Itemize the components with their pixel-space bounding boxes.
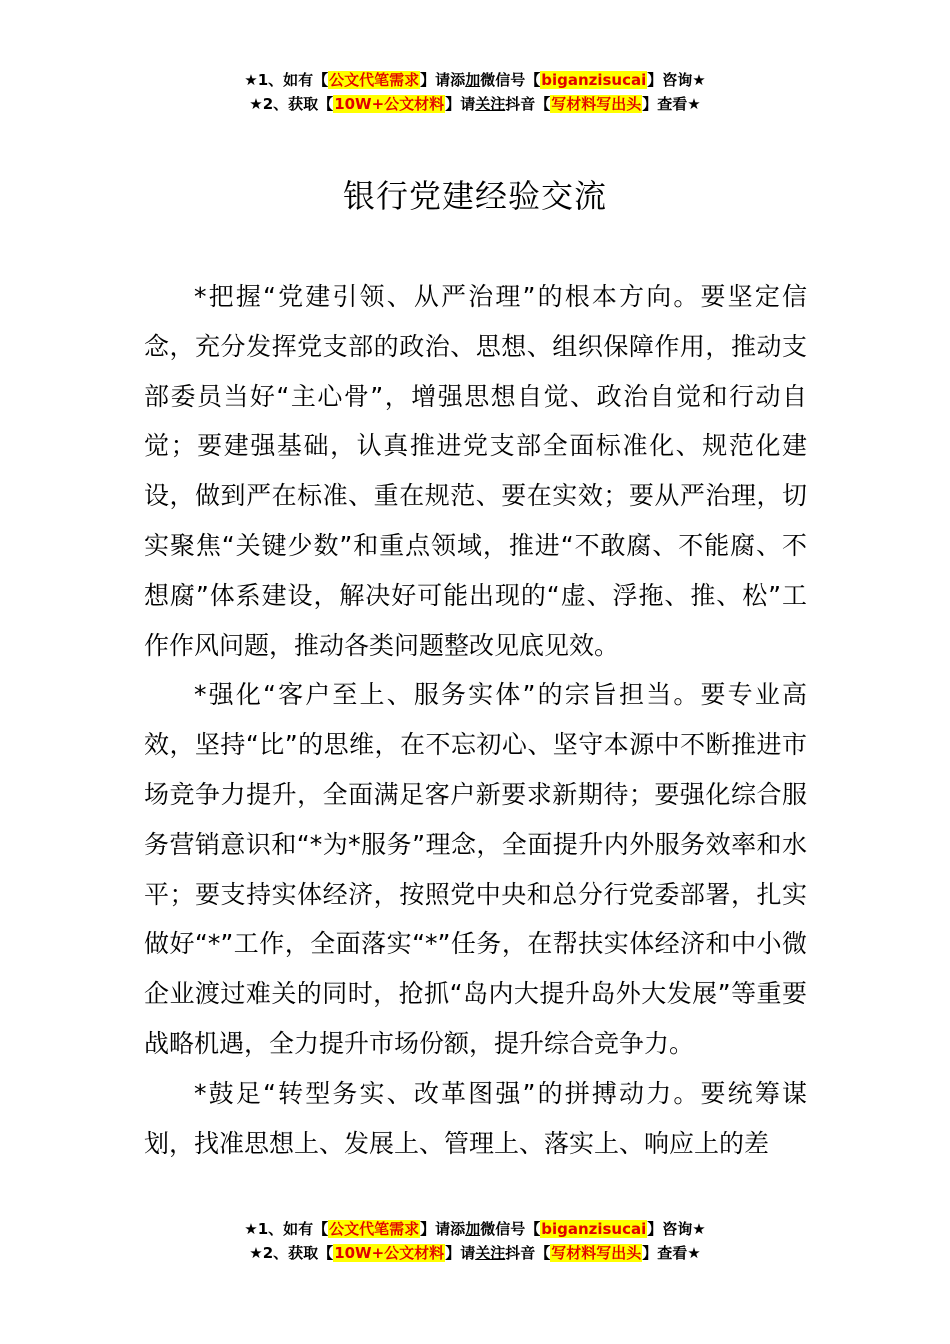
promo-text: 】请添 bbox=[420, 1220, 466, 1238]
promo-highlight: 写材料写出头 bbox=[551, 1244, 642, 1262]
promo-highlight: biganzisucai bbox=[541, 1220, 647, 1238]
promo-text: 抖音【 bbox=[505, 1244, 551, 1262]
promo-text: ★2、获取【 bbox=[249, 1244, 334, 1262]
paragraph-2: *强化“客户至上、服务实体”的宗旨担当。要专业高效，坚持“比”的思维，在不忘初心、坚守本源中不断推进市场竞争力提升，全面满足客户新要求新期待；要强化综合服务营销意识和“*为*服务”理念，全面提升内外服务效率和水平；要支持实体经济，按照党中央和总分行党委部署，扎实做好“*”工作，全面落实“*”任务，在帮扶实体经济和中小微企业渡过难关的同时，抢抓“岛内大提升岛外大发展”等重要战略机遇，全力提升市场份额，提升综合竞争力。 bbox=[144, 680, 807, 1058]
promo-emphasis: 关注 bbox=[475, 1244, 506, 1262]
promo-line-1 bbox=[0, 1217, 950, 1241]
paragraph-3: *鼓足“转型务实、改革图强”的拼搏动力。要统筹谋划，找准思想上、发展上、管理上、落实上、响应上的差 bbox=[144, 1078, 807, 1158]
promo-banner-bottom bbox=[0, 1217, 950, 1265]
paragraph-1: *把握“党建引领、从严治理”的根本方向。要坚定信念，充分发挥党支部的政治、思想、组织保障作用，推动支部委员当好“主心骨”，增强思想自觉、政治自觉和行动自觉；要建强基础，认真推进党支部全面标准化、规范化建设，做到严在标准、重在规范、要在实效；要从严治理，切实聚焦“关键少数”和重点领域，推进“不敢腐、不能腐、不想腐”体系建设，解决好可能出现的“虚、浮拖、推、松”工作作风问题，推动各类问题整改见底见效。 bbox=[144, 282, 807, 660]
promo-line-2 bbox=[0, 92, 950, 116]
promo-banner-top bbox=[0, 68, 950, 116]
promo-highlight: 公文代笔需求 bbox=[329, 1220, 420, 1238]
promo-emphasis: 加 bbox=[465, 1220, 481, 1238]
promo-text: 】咨询★ bbox=[647, 1220, 706, 1238]
promo-highlight: 10W+公文材料 bbox=[334, 1244, 445, 1262]
promo-highlight: 10W+公文材料 bbox=[334, 95, 445, 113]
promo-line-1 bbox=[0, 68, 950, 92]
promo-emphasis: 关注 bbox=[475, 95, 506, 113]
promo-text: 】查看★ bbox=[642, 1244, 701, 1262]
document-title: 银行党建经验交流 bbox=[342, 177, 607, 215]
promo-text: ★2、获取【 bbox=[249, 95, 334, 113]
promo-emphasis: 加 bbox=[465, 71, 481, 89]
promo-highlight: 写材料写出头 bbox=[551, 95, 642, 113]
promo-text: 微信号【 bbox=[480, 1220, 541, 1238]
promo-text: 】查看★ bbox=[642, 95, 701, 113]
promo-highlight: 公文代笔需求 bbox=[329, 71, 420, 89]
document-body bbox=[144, 272, 807, 1168]
promo-text: ★1、如有【 bbox=[244, 1220, 329, 1238]
promo-text: 】请 bbox=[445, 1244, 476, 1262]
promo-text: 微信号【 bbox=[480, 71, 541, 89]
promo-text: 】咨询★ bbox=[647, 71, 706, 89]
promo-highlight: biganzisucai bbox=[541, 71, 647, 89]
promo-line-2 bbox=[0, 1241, 950, 1265]
promo-text: 抖音【 bbox=[505, 95, 551, 113]
promo-text: 】请添 bbox=[420, 71, 466, 89]
promo-text: ★1、如有【 bbox=[244, 71, 329, 89]
promo-text: 】请 bbox=[445, 95, 476, 113]
